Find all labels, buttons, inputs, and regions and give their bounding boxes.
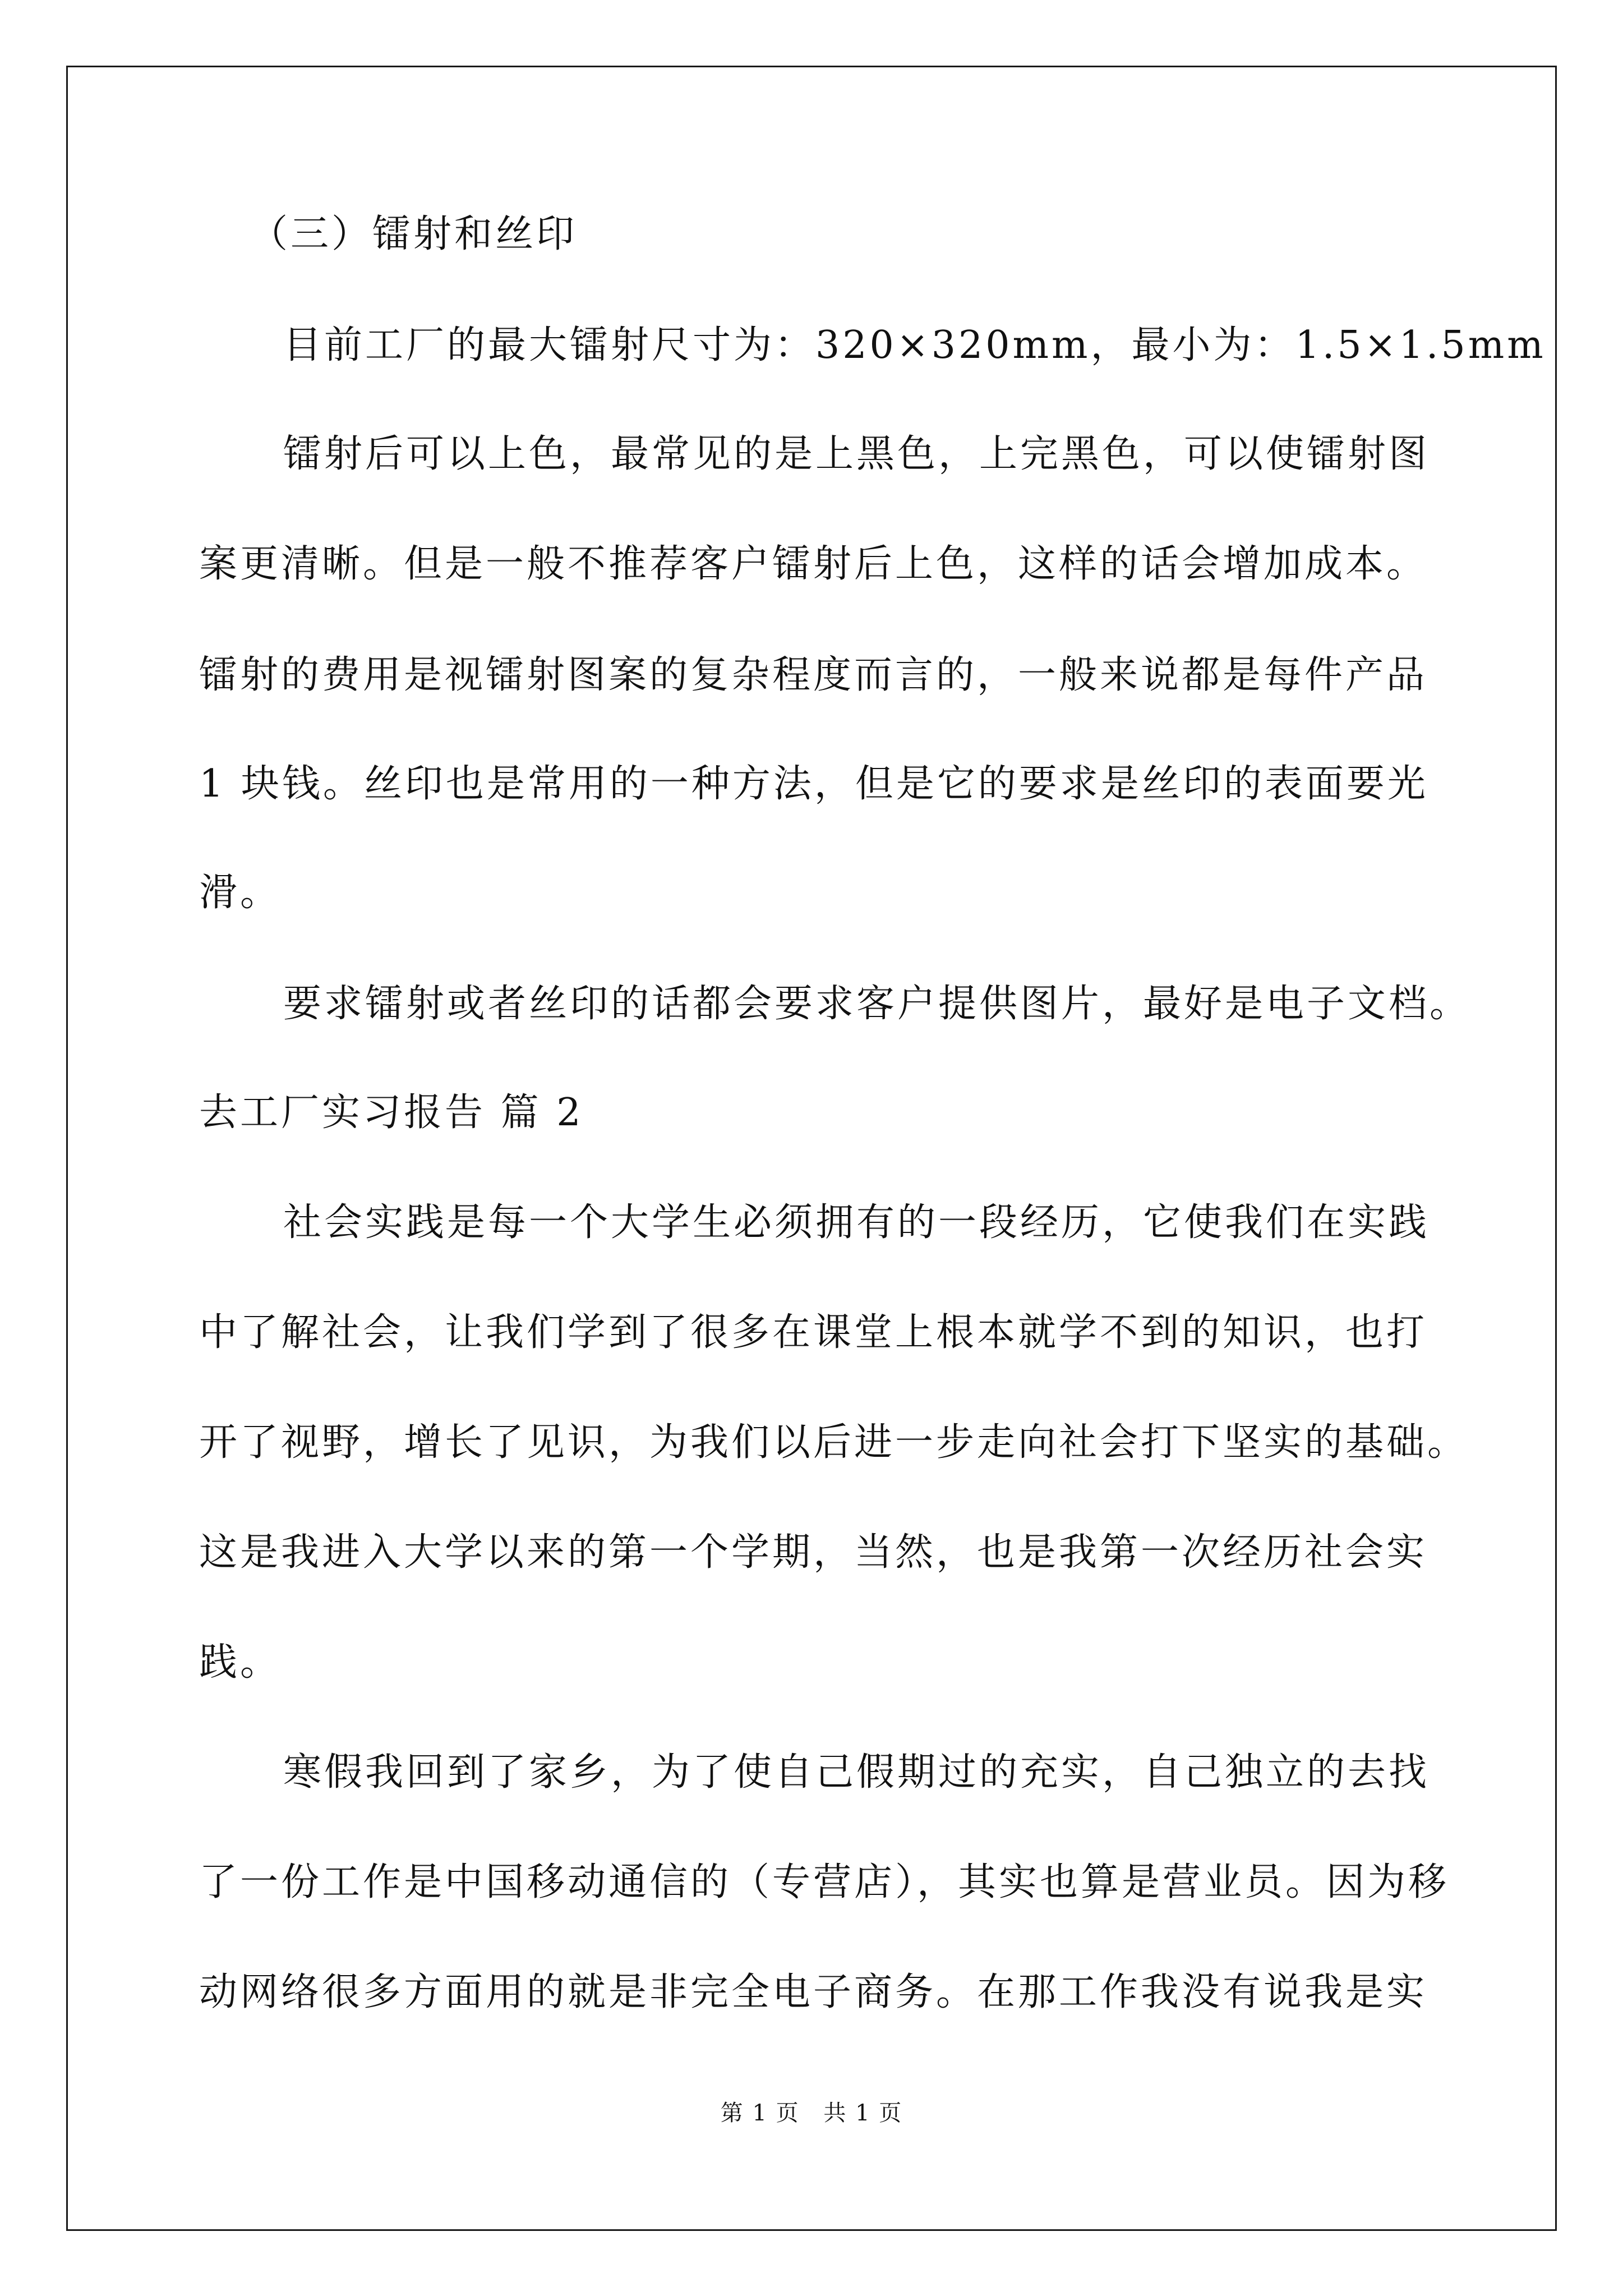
- section-heading: （三）镭射和丝印: [250, 212, 578, 256]
- paragraph-line: 动网络很多方面用的就是非完全电子商务。在那工作我没有说我是实: [199, 1970, 1428, 2014]
- paragraph-line: 寒假我回到了家乡，为了使自己假期过的充实，自己独立的去找: [283, 1750, 1430, 1795]
- article-title: 去工厂实习报告 篇 2: [199, 1091, 584, 1135]
- paragraph-line: 1 块钱。丝印也是常用的一种方法，但是它的要求是丝印的表面要光: [199, 762, 1428, 806]
- page-number: 第 1 页: [720, 2100, 800, 2126]
- paragraph-line: 要求镭射或者丝印的话都会要求客户提供图片，最好是电子文档。: [283, 982, 1471, 1026]
- paragraph-line: 镭射的费用是视镭射图案的复杂程度而言的，一般来说都是每件产品: [199, 653, 1428, 697]
- paragraph-line: 践。: [199, 1640, 282, 1685]
- page-total: 共 1 页: [823, 2100, 903, 2126]
- paragraph-line: 中了解社会，让我们学到了很多在课堂上根本就学不到的知识，也打: [199, 1310, 1428, 1355]
- paragraph-line: 滑。: [199, 871, 282, 915]
- page-footer: [0, 2095, 1623, 2127]
- paragraph-line: 目前工厂的最大镭射尺寸为：320×320mm，最小为：1.5×1.5mm: [283, 323, 1546, 367]
- paragraph-line: 镭射后可以上色，最常见的是上黑色，上完黑色，可以使镭射图: [283, 432, 1430, 476]
- paragraph-line: 案更清晰。但是一般不推荐客户镭射后上色，这样的话会增加成本。: [199, 542, 1428, 586]
- paragraph-line: 这是我进入大学以来的第一个学期，当然，也是我第一次经历社会实: [199, 1530, 1428, 1575]
- paragraph-line: 社会实践是每一个大学生必须拥有的一段经历，它使我们在实践: [283, 1200, 1430, 1245]
- paragraph-line: 了一份工作是中国移动通信的（专营店），其实也算是营业员。因为移: [199, 1860, 1450, 1904]
- paragraph-line: 开了视野，增长了见识，为我们以后进一步走向社会打下坚实的基础。: [199, 1420, 1469, 1465]
